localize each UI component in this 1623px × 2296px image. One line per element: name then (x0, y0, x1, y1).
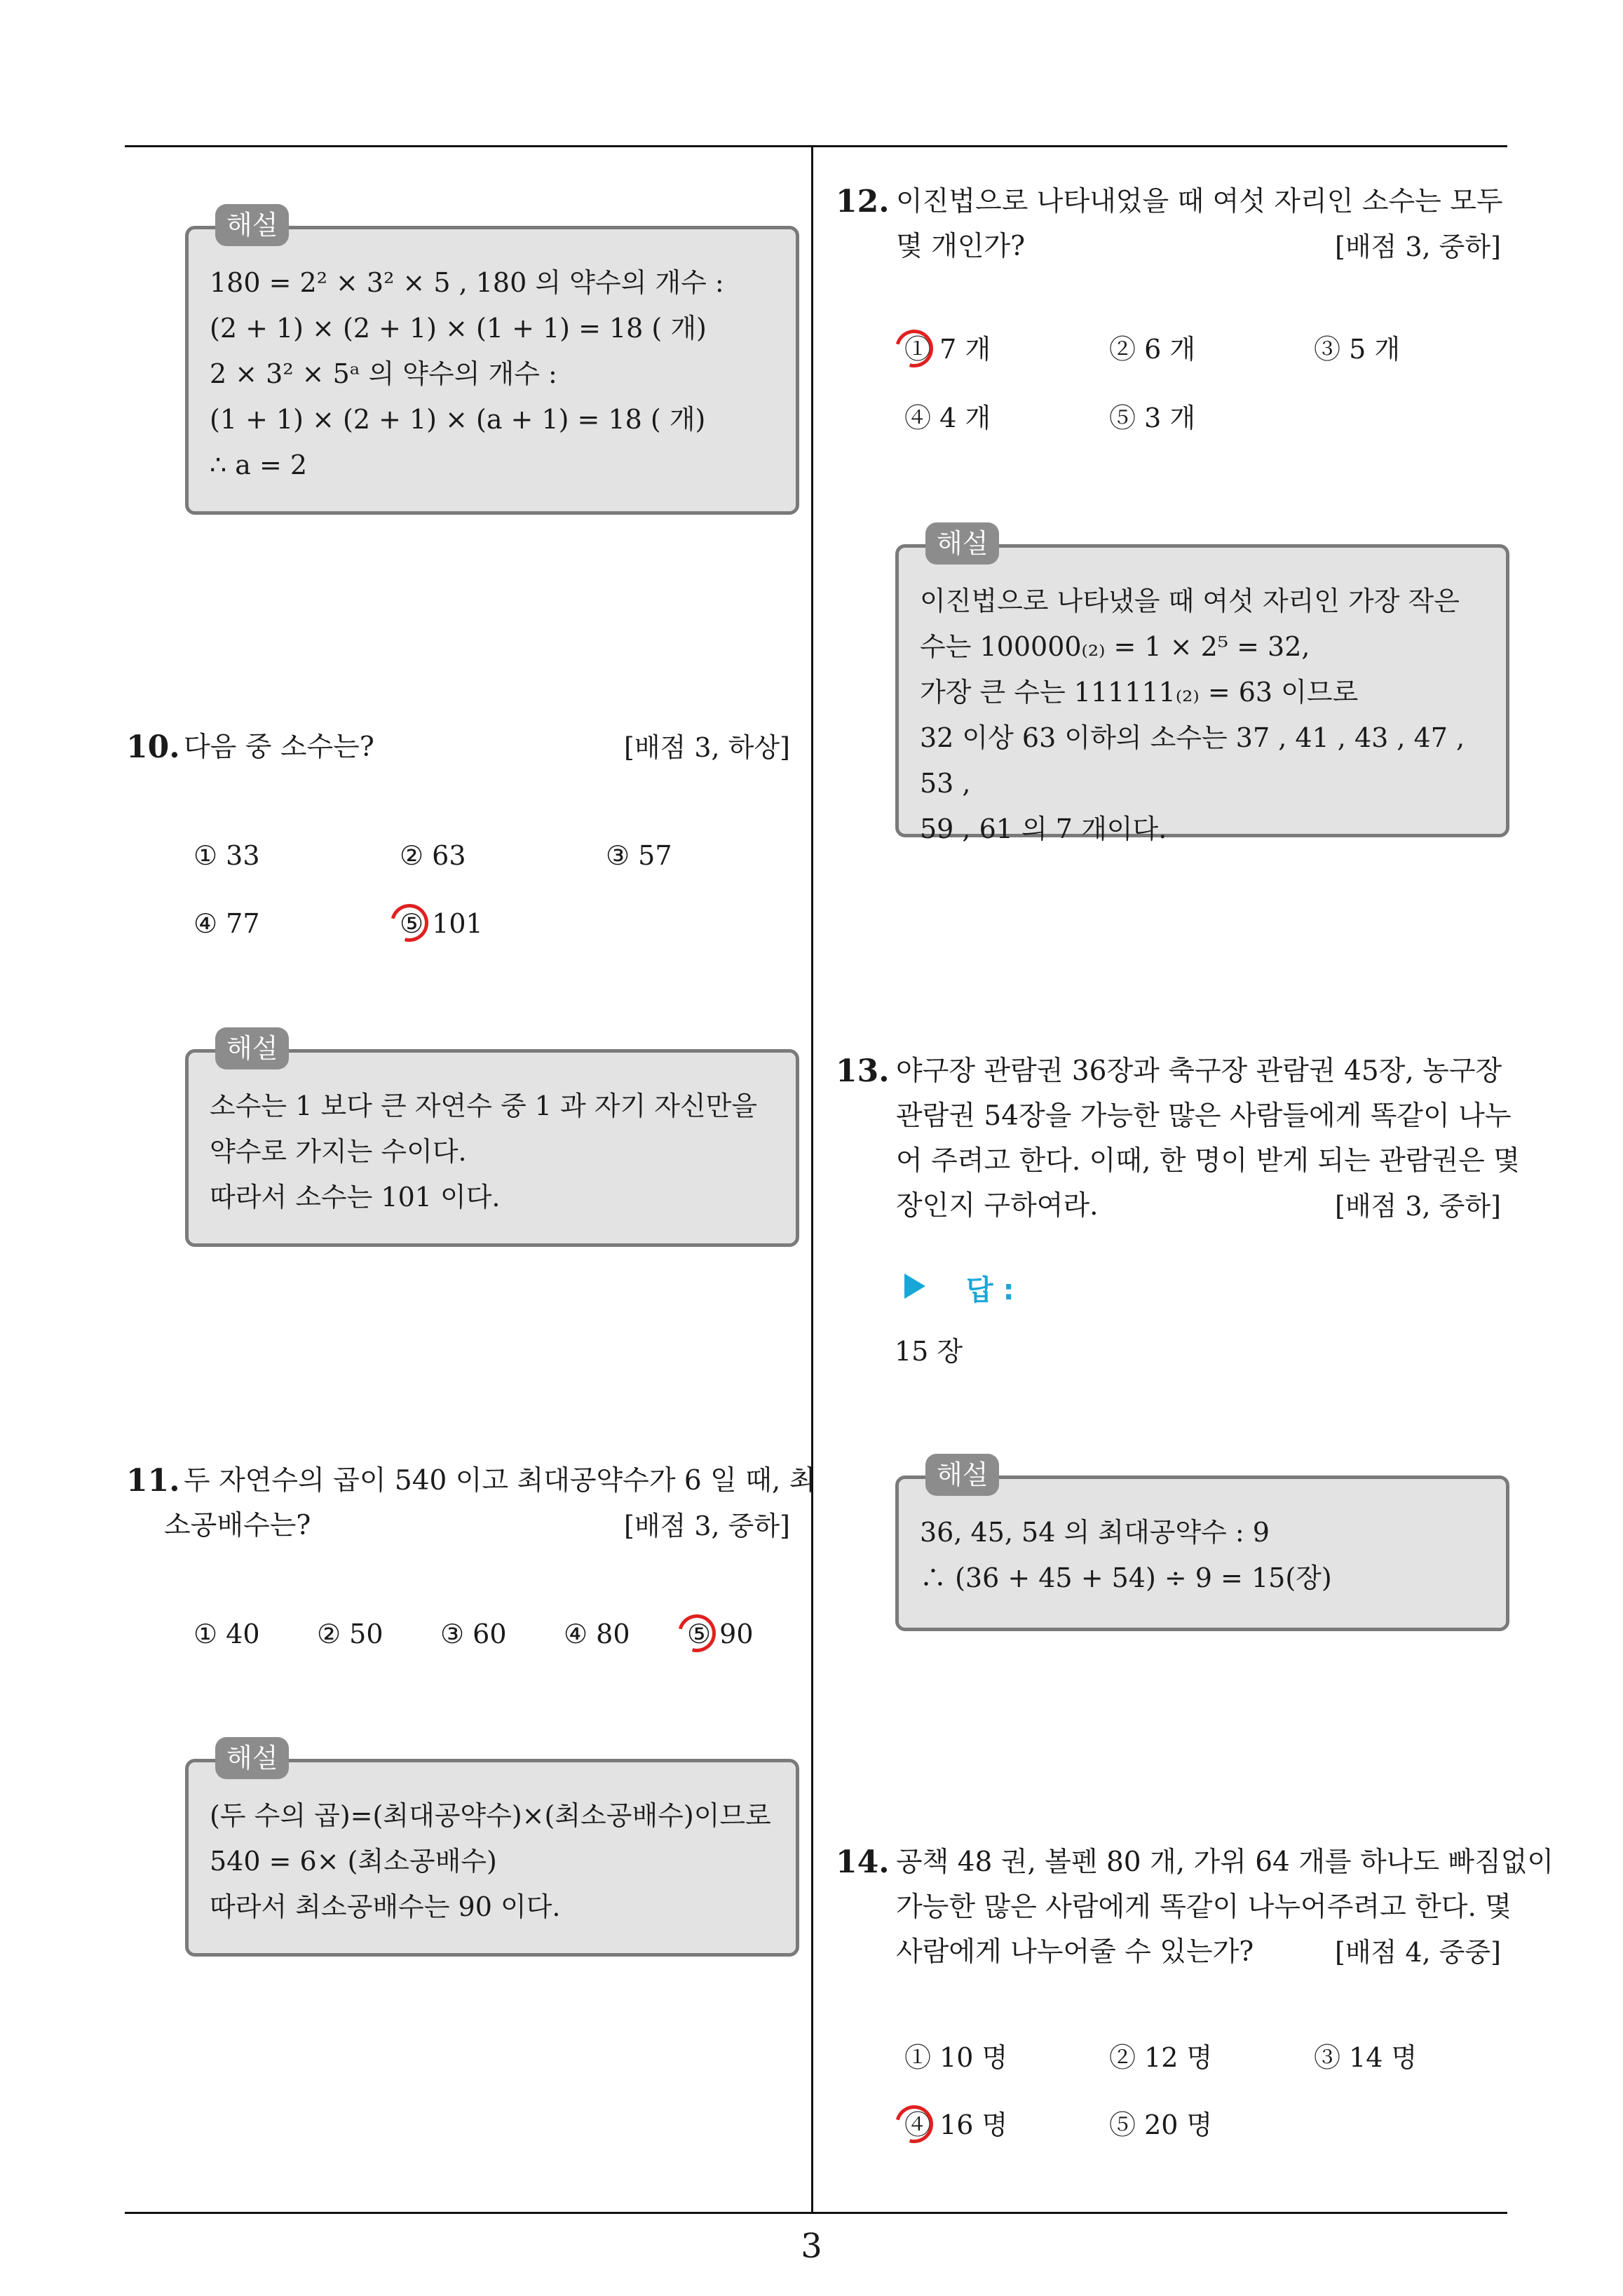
q14-text-line3: 사람에게 나누어줄 수 있는가? (896, 1936, 1254, 1968)
page-number: 3 (801, 2227, 822, 2266)
q12-meta: [배점 3, 중하] (1335, 231, 1501, 262)
solution-line: 36, 45, 54 의 최대공약수 : 9 (920, 1517, 1270, 1548)
q12-choice-4[interactable]: ④ 4 개 (904, 403, 991, 433)
q10-choice-4[interactable]: ④ 77 (193, 908, 260, 939)
solution-line: 따라서 소수는 101 이다. (210, 1182, 501, 1213)
q13-meta: [배점 3, 중하] (1335, 1191, 1501, 1222)
q13-text-line2: 관람권 54장을 가능한 많은 사람들에게 똑같이 나누 (896, 1100, 1512, 1132)
q11-choice-4[interactable]: ④ 80 (564, 1619, 630, 1649)
solution-line: (2 + 1) × (2 + 1) × (1 + 1) = 18 ( 개) (210, 313, 707, 344)
solution-line: 32 이상 63 이하의 소수는 37 , 41 , 43 , 47 , 53 , (920, 722, 1465, 799)
q12-number: 12. (836, 184, 890, 220)
solution-line: 약수로 가지는 수이다. (210, 1136, 467, 1167)
q10-solution-box (185, 1033, 799, 1247)
q14-choice-4[interactable]: ④ 16 명 (904, 2109, 1008, 2140)
q13-text-line3: 어 주려고 한다. 이때, 한 명이 받게 되는 관람권은 몇 (896, 1145, 1520, 1177)
solution-line: 180 = 2² × 3² × 5 , 180 의 약수의 개수 : (210, 267, 724, 298)
q9-solution-box (185, 210, 799, 515)
solution-tag: 해설 (215, 1027, 289, 1069)
solution-line: ∴ (36 + 45 + 54) ÷ 9 = 15(장) (920, 1562, 1332, 1593)
top-rule (125, 145, 1507, 147)
q11-meta: [배점 3, 중하] (624, 1511, 790, 1541)
solution-tag: 해설 (925, 1454, 999, 1496)
q12-choice-3[interactable]: ③ 5 개 (1314, 334, 1401, 365)
q12-choice-5[interactable]: ⑤ 3 개 (1109, 403, 1196, 433)
solution-line: ∴ a = 2 (210, 450, 308, 480)
q11-text-line1: 두 자연수의 곱이 540 이고 최대공약수가 6 일 때, 최 (184, 1465, 816, 1497)
solution-line: 수는 100000₍₂₎ = 1 × 2⁵ = 32, (920, 631, 1310, 662)
solution-tag: 해설 (925, 522, 999, 565)
q11-solution-box (185, 1743, 799, 1957)
solution-tag: 해설 (215, 204, 289, 246)
solution-line: (두 수의 곱)=(최대공약수)×(최소공배수)이므로 (210, 1800, 771, 1831)
q14-choice-5[interactable]: ⑤ 20 명 (1109, 2109, 1213, 2140)
bottom-rule (125, 2212, 1507, 2214)
q12-choice-1[interactable]: ① 7 개 (904, 334, 991, 365)
q11-choice-2[interactable]: ② 50 (317, 1619, 383, 1649)
q14-text-line1: 공책 48 권, 볼펜 80 개, 가위 64 개를 하나도 빠짐없이 (896, 1846, 1554, 1878)
q11-choice-3[interactable]: ③ 60 (440, 1619, 507, 1649)
column-divider (811, 145, 813, 2214)
solution-line: 가장 큰 수는 111111₍₂₎ = 63 이므로 (920, 677, 1359, 708)
q11-number: 11. (126, 1463, 180, 1499)
q14-number: 14. (836, 1844, 890, 1880)
solution-line: 이진법으로 나타냈을 때 여섯 자리인 가장 작은 (920, 586, 1460, 616)
solution-line: 2 × 3² × 5ᵃ 의 약수의 개수 : (210, 358, 557, 389)
q13-answer-label: 답 : (966, 1274, 1014, 1306)
q12-solution-box (895, 528, 1509, 844)
q10-meta: [배점 3, 하상] (624, 732, 790, 763)
q14-choice-3[interactable]: ③ 14 명 (1314, 2042, 1418, 2073)
q10-choice-2[interactable]: ② 63 (400, 840, 466, 871)
q13-answer: 15 장 (895, 1336, 963, 1367)
solution-line: 따라서 최소공배수는 90 이다. (210, 1891, 561, 1922)
q10-choice-3[interactable]: ③ 57 (606, 840, 672, 871)
q10-choice-1[interactable]: ① 33 (193, 840, 260, 871)
q13-text-line1: 야구장 관람권 36장과 축구장 관람권 45장, 농구장 (896, 1055, 1502, 1087)
q13-text-line4: 장인지 구하여라. (896, 1190, 1099, 1222)
q12-text-line2: 몇 개인가? (896, 231, 1026, 262)
q10-text: 다음 중 소수는? (184, 731, 374, 763)
q10-number: 10. (126, 729, 180, 765)
q13-number: 13. (836, 1053, 890, 1089)
q11-choice-1[interactable]: ① 40 (193, 1619, 260, 1649)
q14-choice-1[interactable]: ① 10 명 (904, 2042, 1008, 2073)
answer-arrow-icon (904, 1274, 925, 1299)
q14-choice-2[interactable]: ② 12 명 (1109, 2042, 1213, 2073)
q10-choice-5[interactable]: ⑤ 101 (400, 908, 483, 939)
solution-tag: 해설 (215, 1737, 289, 1779)
solution-line: 59 , 61 의 7 개이다. (920, 813, 1167, 844)
solution-line: 540 = 6× (최소공배수) (210, 1846, 497, 1877)
q14-meta: [배점 4, 중중] (1335, 1937, 1501, 1968)
q12-text-line1: 이진법으로 나타내었을 때 여섯 자리인 소수는 모두 (896, 186, 1503, 217)
solution-line: 소수는 1 보다 큰 자연수 중 1 과 자기 자신만을 (210, 1090, 758, 1121)
q14-text-line2: 가능한 많은 사람에게 똑같이 나누어주려고 한다. 몇 (896, 1891, 1512, 1923)
q12-choice-2[interactable]: ② 6 개 (1109, 334, 1196, 365)
q13-solution-box (895, 1459, 1509, 1631)
solution-line: (1 + 1) × (2 + 1) × (a + 1) = 18 ( 개) (210, 404, 706, 435)
q11-choice-5[interactable]: ⑤ 90 (687, 1619, 754, 1649)
q11-text-line2: 소공배수는? (164, 1510, 311, 1541)
